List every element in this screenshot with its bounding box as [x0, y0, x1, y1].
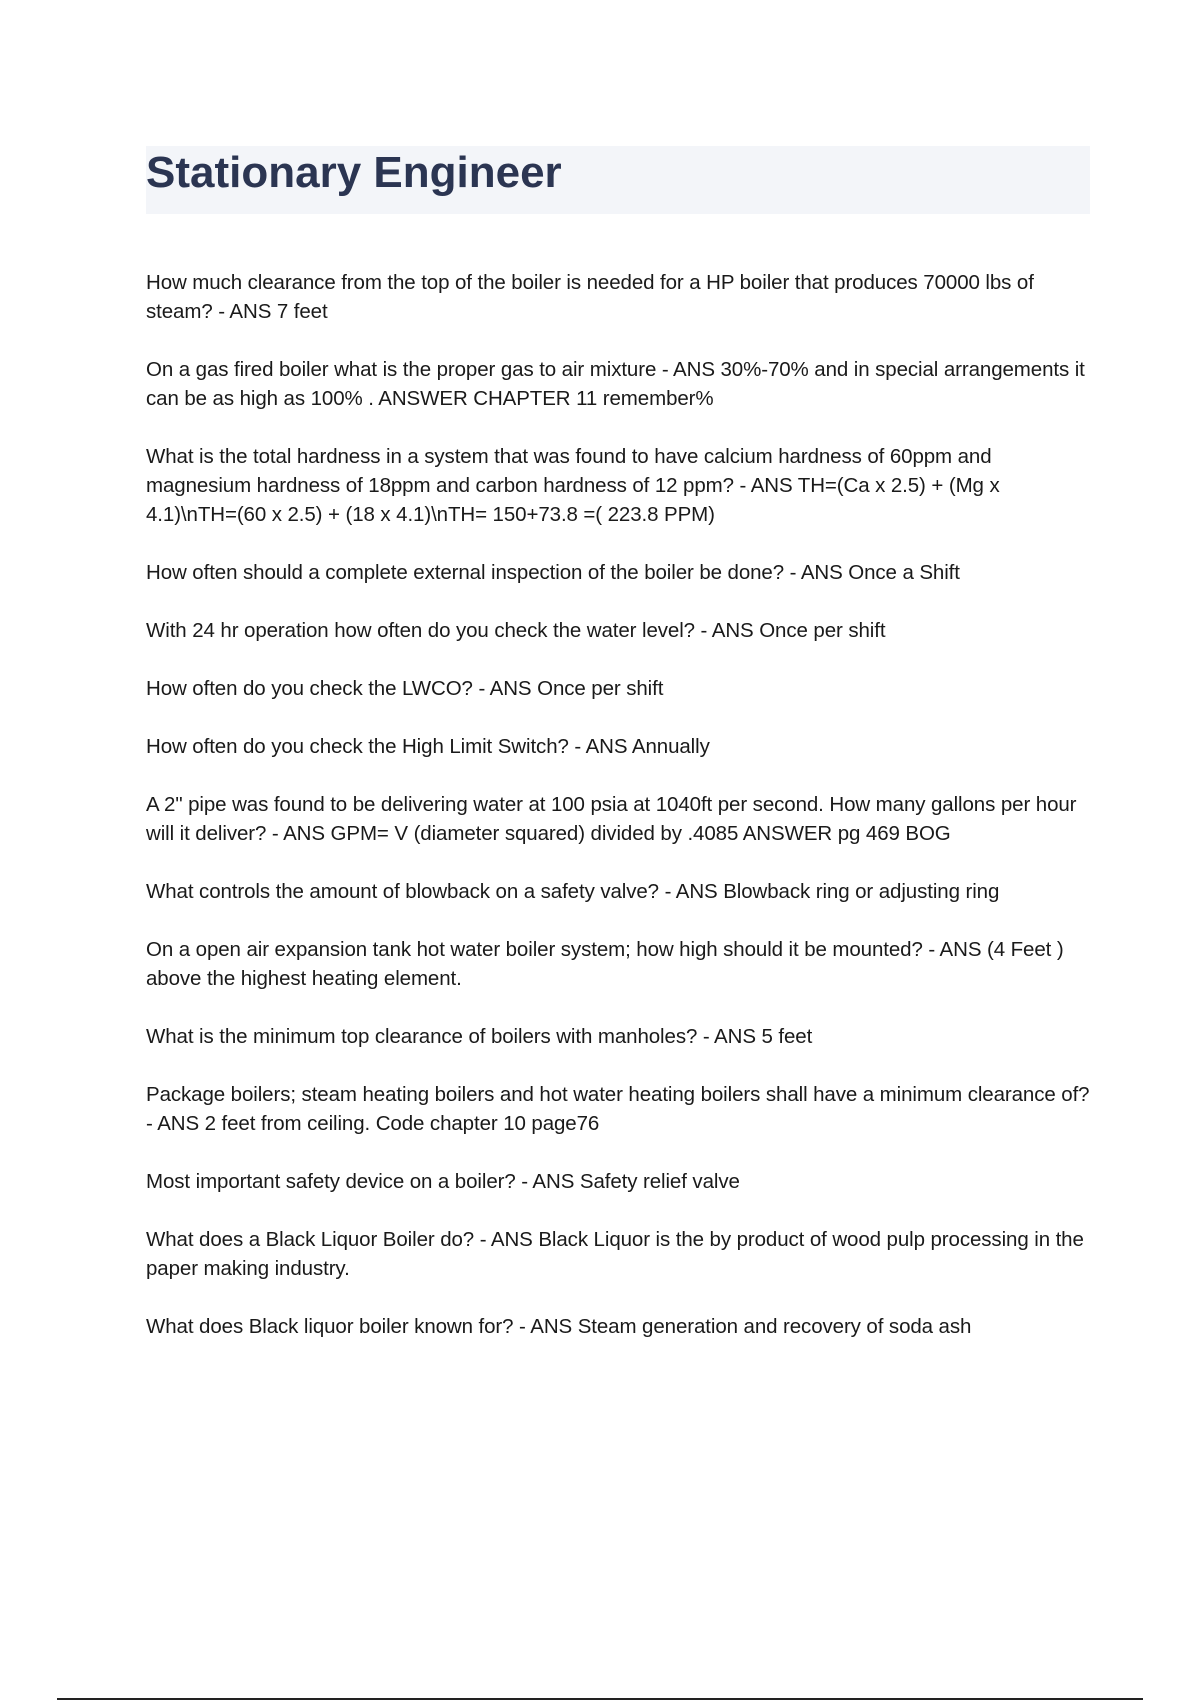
qa-item-10: On a open air expansion tank hot water boiler system; how high should it be mounted? - ANS (4 Feet ) above the highest heating element. — [146, 938, 1064, 990]
qa-item-2: On a gas fired boiler what is the proper gas to air mixture - ANS 30%-70% and in special arrangements it can be as high as 100% . ANSWER CHAPTER 11 remember% — [146, 358, 1085, 410]
qa-item-14: What does a Black Liquor Boiler do? - ANS Black Liquor is the by product of wood pulp processing in the paper making industry. — [146, 1228, 1084, 1280]
qa-list — [146, 268, 1090, 1370]
qa-item-12: Package boilers; steam heating boilers and hot water heating boilers shall have a minimum clearance of? - ANS 2 feet from ceiling. Code chapter 10 page76 — [146, 1083, 1090, 1135]
qa-item-13: Most important safety device on a boiler? - ANS Safety relief valve — [146, 1170, 740, 1193]
qa-item-1: How much clearance from the top of the boiler is needed for a HP boiler that produces 70000 lbs of steam? - ANS 7 feet — [146, 271, 1034, 323]
qa-item-9: What controls the amount of blowback on a safety valve? - ANS Blowback ring or adjusting ring — [146, 880, 1000, 903]
qa-item-5: With 24 hr operation how often do you check the water level? - ANS Once per shift — [146, 619, 886, 642]
qa-item-8: A 2" pipe was found to be delivering water at 100 psia at 1040ft per second. How many gallons per hour will it deliver? - ANS GPM= V (diameter squared) divided by .4085 ANSWER pg 469 BOG — [146, 793, 1077, 845]
qa-item-7: How often do you check the High Limit Switch? - ANS Annually — [146, 735, 710, 758]
qa-item-3: What is the total hardness in a system that was found to have calcium hardness of 60ppm and magnesium hardness of 18ppm and carbon hardness of 12 ppm? - ANS TH=(Ca x 2.5) + (Mg x 4.1)\nTH=(60 x 2.5) + (18 x 4.1)\nTH= 150+73.8 =( 223.8 PPM) — [146, 445, 1000, 526]
qa-item-11: What is the minimum top clearance of boilers with manholes? - ANS 5 feet — [146, 1025, 813, 1048]
qa-item-6: How often do you check the LWCO? - ANS Once per shift — [146, 677, 664, 700]
document-title: Stationary Engineer — [146, 148, 562, 197]
qa-item-15: What does Black liquor boiler known for? - ANS Steam generation and recovery of soda ash — [146, 1315, 972, 1338]
qa-item-4: How often should a complete external inspection of the boiler be done? - ANS Once a Shift — [146, 561, 960, 584]
